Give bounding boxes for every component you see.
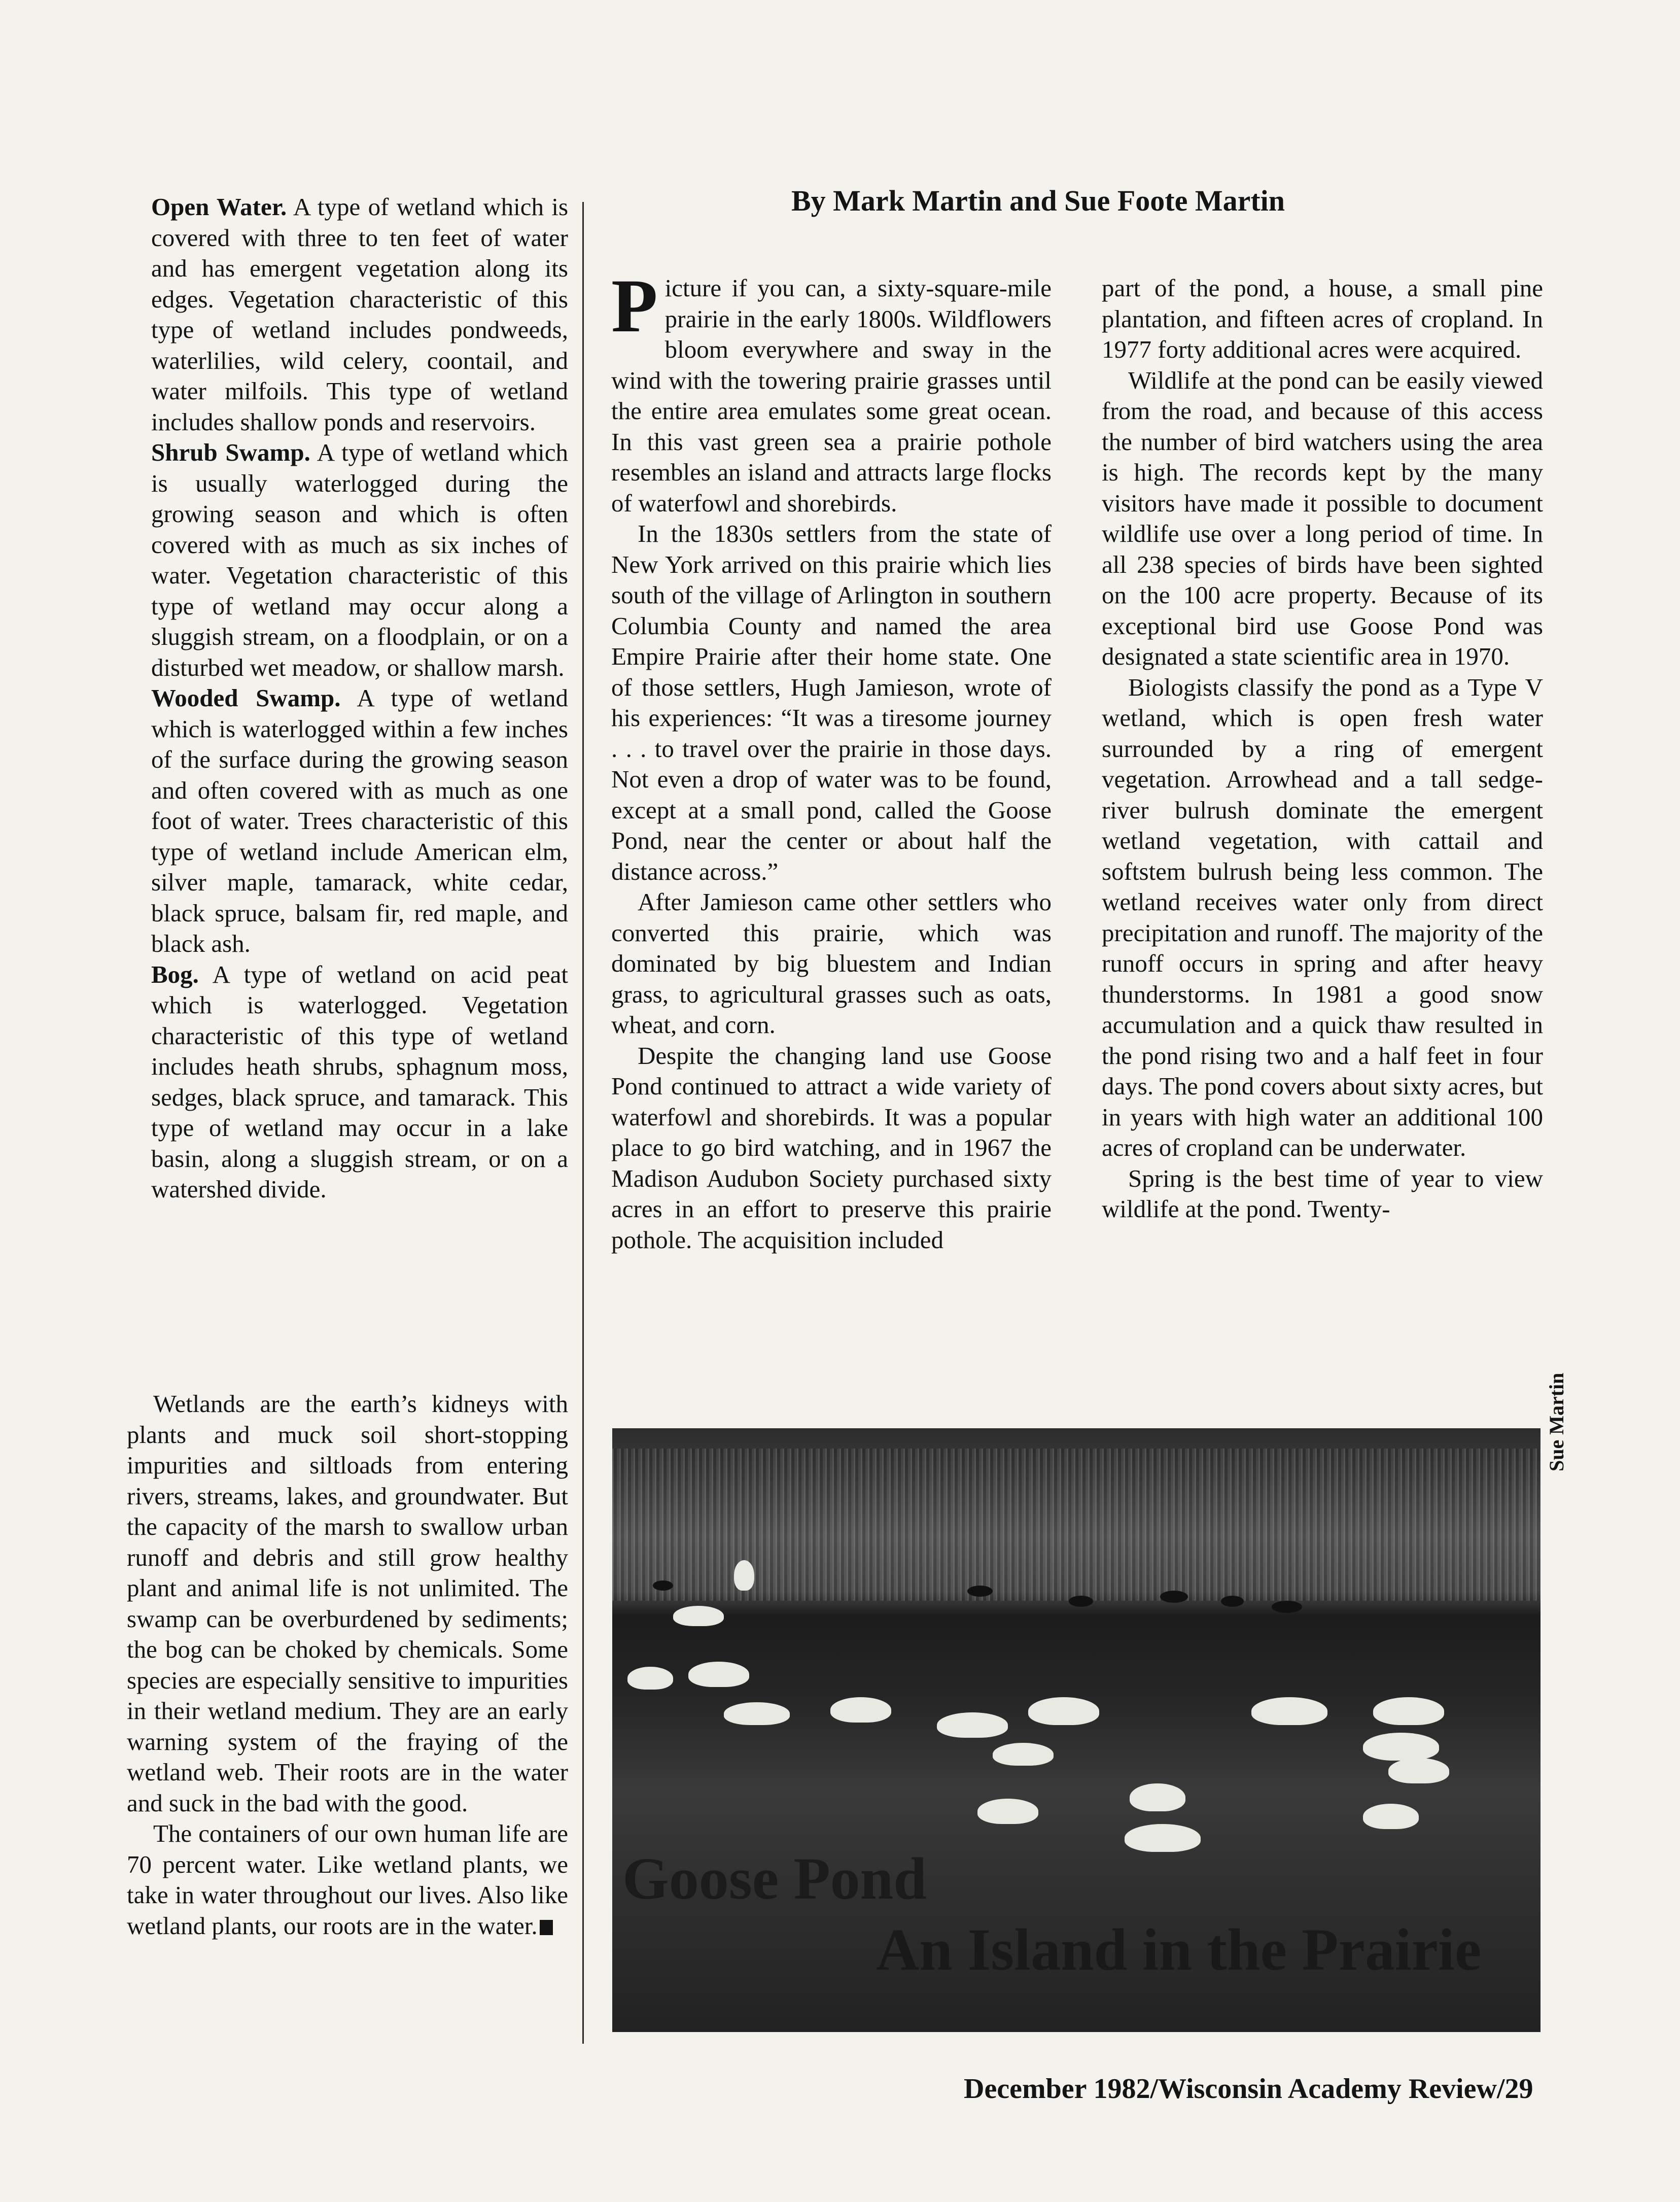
definition-term: Wooded Swamp. (151, 684, 341, 712)
swan-shape (673, 1606, 724, 1626)
definition-text: A type of wetland which is covered with three to ten feet of water and has emergent vegetation along its edges. Vegetation characteristic of this type of wetland includes pondweeds, waterlilies, wild celery, coontail, and water milfoils. This type of wetland includes shallow ponds and reservoirs. (151, 193, 569, 436)
goose-shape (1160, 1591, 1188, 1603)
drop-cap: P (611, 264, 658, 348)
wetlands-essay (127, 1389, 568, 1941)
article-paragraph-text: icture if you can, a sixty-square-mile prairie in the early 1800s. Wildflowers bloom everywhere and sway in the wind with the towering prairie grasses until the entire area emulates some great ocean. In this vast green sea a prairie pothole resembles an island and attracts large flocks of waterfowl and shorebirds. (611, 274, 1052, 517)
article-paragraph: In the 1830s settlers from the state of New York arrived on this prairie which lies south of the village of Arlington in southern Columbia County and named the area Empire Prairie after their home state. One of those settlers, Hugh Jamieson, wrote of his experiences: “It was a tiresome journey . . . to travel over the prairie in those days. Not even a drop of water was to be found, except at a small pond, called the Goose Pond, near the center or about half the distance across.” (611, 520, 1052, 885)
essay-paragraph-text: The containers of our own human life are 70 percent water. Like wetland plants, we take in water throughout our lives. Also like wetland plants, our roots are in the water. (127, 1819, 568, 1940)
byline: By Mark Martin and Sue Foote Martin (791, 184, 1285, 217)
swan-shape (1125, 1824, 1201, 1852)
swan-shape (724, 1702, 790, 1725)
swan-shape (1028, 1697, 1099, 1725)
definition-text: A type of wetland on acid peat which is waterlogged. Vegetation characteristic of this type of wetland includes heath shrubs, sphagnum moss, sedges, black spruce, and tamarack. This type of wetland may occur in a lake basin, along a sluggish stream, or on a watershed divide. (151, 960, 568, 1203)
article-paragraph: Biologists classify the pond as a Type V wetland, which is open fresh water surrounded by a ring of emergent vegetation. Arrowhead and a tall sedge-river bulrush dominate the emergent wetland vegetation, with cattail and softstem bulrush being less common. The wetland receives water only from direct precipitation and runoff. The majority of the runoff occurs in spring and after heavy thunderstorms. In 1981 a good snow accumulation and a quick thaw resulted in the pond rising two and a half feet in four days. The pond covers about sixty acres, but in years with high water an additional 100 acres of cropland can be underwater. (1102, 673, 1543, 1161)
definition-term: Shrub Swamp. (151, 438, 310, 466)
definition-open-water (151, 192, 568, 437)
definition-shrub-swamp (151, 437, 568, 683)
article-paragraph: Spring is the best time of year to view wildlife at the pond. Twenty- (1102, 1164, 1543, 1223)
end-mark (540, 1920, 553, 1935)
swan-shape (627, 1667, 673, 1690)
swan-shape (830, 1697, 891, 1723)
swan-shape (1373, 1697, 1444, 1725)
swan-shape (977, 1799, 1038, 1824)
definition-wooded-swamp (151, 683, 568, 959)
definition-text: A type of wetland which is usually waterlogged during the growing season and which is often covered with as much as six inches of water. Vegetation characteristic of this type of wetland may occur along a sluggish stream, on a floodplain, or on a disturbed wet meadow, or shallow marsh. (151, 438, 568, 681)
goose-shape (1221, 1596, 1244, 1607)
article-paragraph: Despite the changing land use Goose Pond continued to attract a wide variety of waterfowl and shorebirds. It was a popular place to go bird watching, and in 1967 the Madison Audubon Society purchased sixty acres in an effort to preserve this prairie pothole. The acquisition included (611, 1041, 1052, 1254)
photo-title-line2: An Island in the Prairie (876, 1916, 1482, 1983)
article-column-2 (1102, 273, 1543, 1225)
essay-paragraph: Wetlands are the earth’s kidneys with plants and muck soil short-stopping impurities and siltloads from entering rivers, streams, lakes, and groundwater. But the capacity of the marsh to swallow urban runoff and debris and still grow healthy plant and animal life is not unlimited. The swamp can be overburdened by sediments; the bog can be choked by chemicals. Some species are especially sensitive to impurities in their wetland medium. They are an early warning system of the fraying of the wetland web. Their roots are in the water and suck in the bad with the good. (127, 1390, 568, 1817)
swan-shape (734, 1560, 754, 1591)
article-column-1 (611, 264, 1052, 1255)
pond-photo (612, 1428, 1541, 2032)
swan-shape (993, 1743, 1054, 1766)
goose-shape (653, 1580, 673, 1591)
sidebar-divider (582, 202, 584, 2044)
definition-text: A type of wetland which is waterlogged within a few inches of the surface during the growing season and often covered with as much as one foot of water. Trees characteristic of this type of wetland include American elm, silver maple, tamarack, white cedar, black spruce, balsam fir, red maple, and black ash. (151, 684, 568, 957)
photo-credit: Sue Martin (1545, 1372, 1568, 1471)
definition-term: Open Water. (151, 193, 287, 221)
definition-term: Bog. (151, 960, 199, 988)
article-paragraph: part of the pond, a house, a small pine plantation, and fifteen acres of cropland. In 1977 forty additional acres were acquired. (1102, 274, 1543, 363)
swan-shape (1363, 1804, 1419, 1829)
wetland-definitions-sidebar (151, 192, 568, 1205)
goose-shape (1272, 1601, 1302, 1613)
article-paragraph: Wildlife at the pond can be easily viewed from the road, and because of this access the number of bird watchers using the area is high. The records kept by the many visitors have made it possible to document wildlife use over a long period of time. In all 238 species of birds have been sighted on the 100 acre property. Because of its exceptional bird use Goose Pond was designated a state scientific area in 1970. (1102, 366, 1543, 670)
swan-shape (1388, 1758, 1449, 1783)
article-paragraph (611, 264, 1052, 519)
goose-shape (1069, 1596, 1093, 1607)
photo-title-line1: Goose Pond (622, 1845, 927, 1912)
article-paragraph: After Jamieson came other settlers who converted this prairie, which was dominated by big bluestem and Indian grass, to agricultural grasses such as oats, wheat, and corn. (611, 888, 1052, 1039)
swan-shape (1363, 1733, 1439, 1761)
swan-shape (937, 1712, 1008, 1738)
swan-shape (688, 1662, 749, 1687)
page-footer: December 1982/Wisconsin Academy Review/29 (964, 2073, 1533, 2105)
goose-shape (967, 1586, 993, 1597)
swan-shape (1130, 1783, 1185, 1811)
definition-bog (151, 959, 568, 1205)
swan-shape (1251, 1697, 1327, 1725)
essay-paragraph (127, 1818, 568, 1941)
